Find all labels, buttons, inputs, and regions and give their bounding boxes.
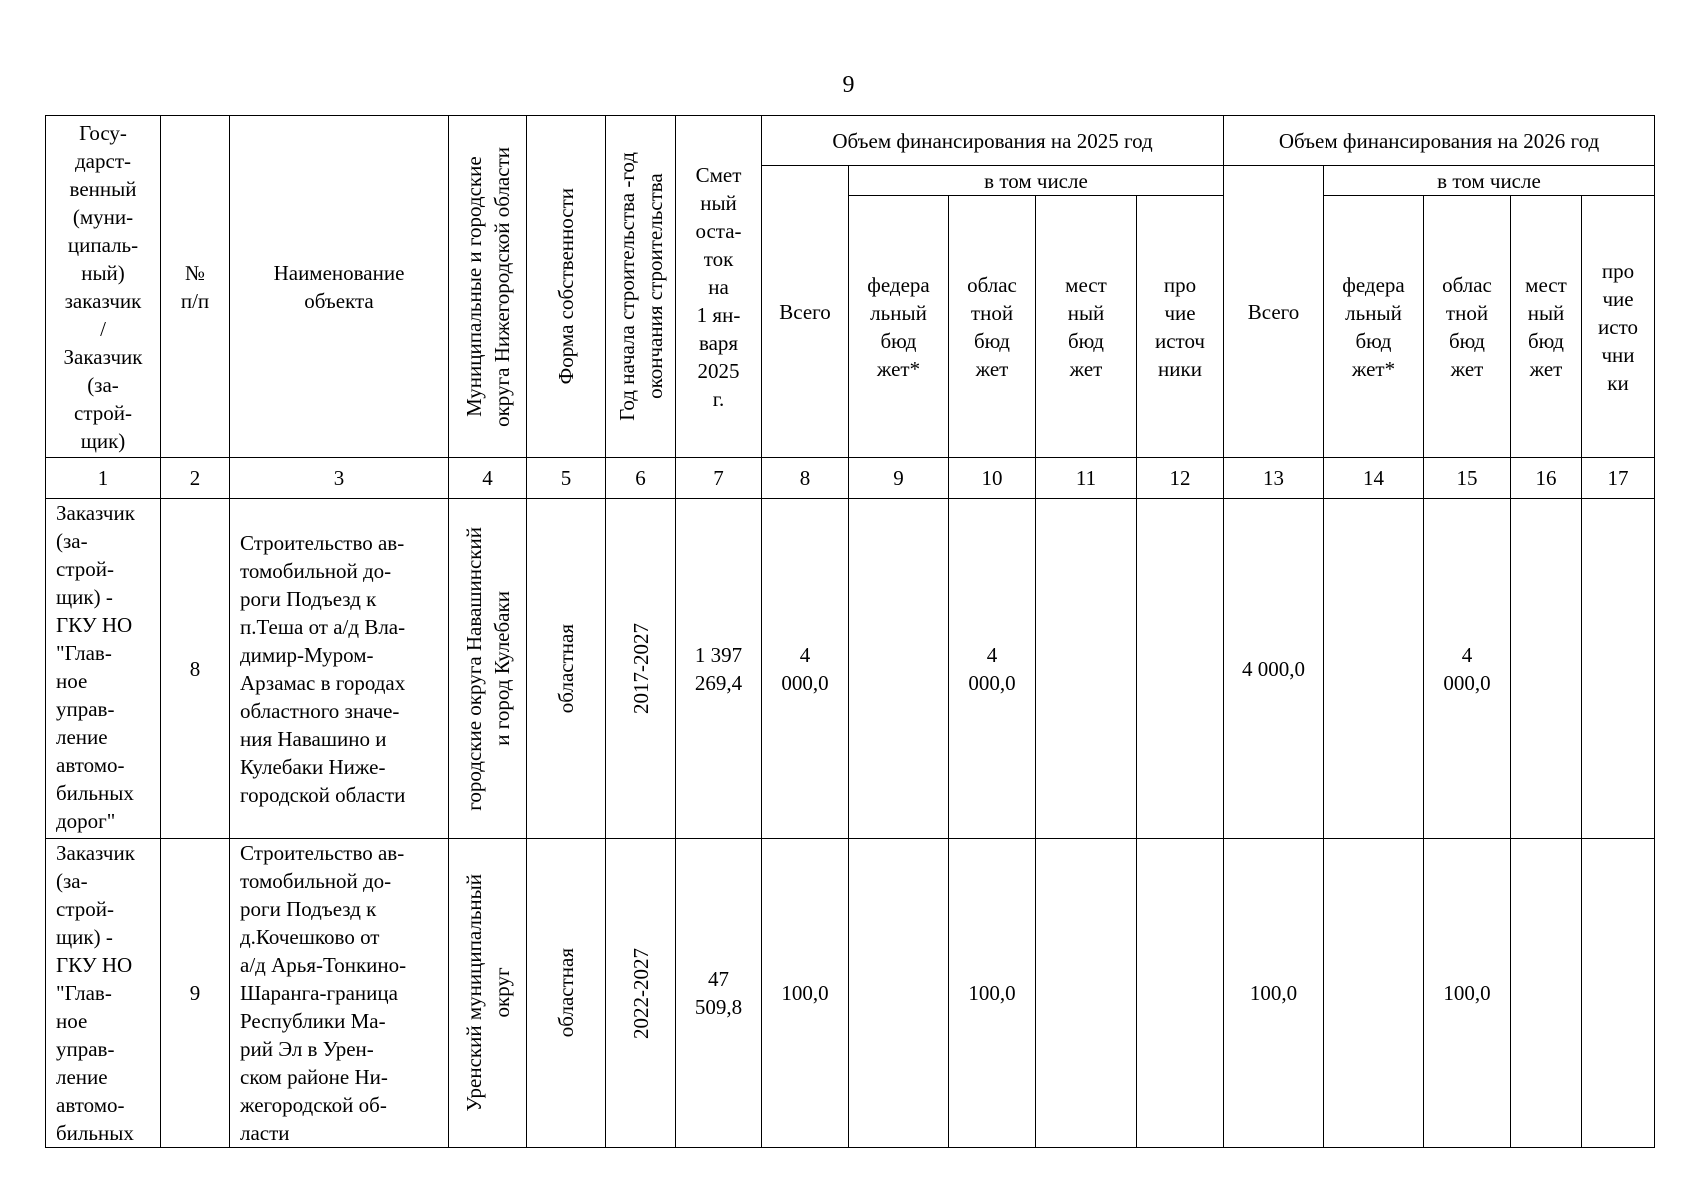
row-num: 9 bbox=[161, 839, 230, 1148]
header-including-2026: в том числе bbox=[1324, 166, 1655, 196]
header-loc-2026: мест ный бюд жет bbox=[1511, 196, 1582, 458]
header-ownership-text: Форма собственности bbox=[554, 188, 578, 385]
row-oth-2025 bbox=[1137, 499, 1224, 839]
row-oth-2025 bbox=[1137, 839, 1224, 1148]
row-municipal bbox=[449, 499, 527, 839]
row-years-text: 2017-2027 bbox=[628, 623, 653, 714]
column-number: 14 bbox=[1324, 458, 1424, 499]
column-number: 10 bbox=[949, 458, 1036, 499]
column-number: 6 bbox=[606, 458, 676, 499]
header-total-2025: Всего bbox=[762, 166, 849, 458]
row-object-name: Строительство ав- томобильной до- роги Подъезд к д.Кочешково от а/д Арья-Тонкино- Шаранга-граница Республики Ма- рий Эл в Урен- ском районе Ни- жегородской об- ласти bbox=[230, 839, 449, 1148]
header-reg-2026: облас тной бюд жет bbox=[1424, 196, 1511, 458]
header-estimate: Смет ный оста- ток на 1 ян- варя 2025 г. bbox=[676, 116, 762, 458]
column-number: 2 bbox=[161, 458, 230, 499]
header-including-2025: в том числе bbox=[849, 166, 1224, 196]
header-object-name: Наименование объекта bbox=[230, 116, 449, 458]
column-number: 7 bbox=[676, 458, 762, 499]
row-estimate: 47 509,8 bbox=[676, 839, 762, 1148]
row-municipal-text: Уренский муниципальный округ bbox=[461, 874, 514, 1112]
row-municipal-text: городские округа Навашинский и город Кулебаки bbox=[461, 526, 514, 811]
row-loc-2025 bbox=[1036, 499, 1137, 839]
row-fed-2026 bbox=[1324, 839, 1424, 1148]
row-reg-2026: 4 000,0 bbox=[1424, 499, 1511, 839]
row-customer: Заказчик (за- строй- щик) - ГКУ НО "Глав- ное управ- ление автомо- бильных дорог" bbox=[46, 499, 161, 839]
row-num: 8 bbox=[161, 499, 230, 839]
table-row bbox=[46, 839, 1655, 1148]
header-years bbox=[606, 116, 676, 458]
column-number: 8 bbox=[762, 458, 849, 499]
header-municipal-text: Муниципальные и городские округа Нижегородской области bbox=[461, 146, 514, 427]
header-municipal bbox=[449, 116, 527, 458]
header-num: № п/п bbox=[161, 116, 230, 458]
column-number: 16 bbox=[1511, 458, 1582, 499]
column-number: 17 bbox=[1582, 458, 1655, 499]
column-number: 11 bbox=[1036, 458, 1137, 499]
row-oth-2026 bbox=[1582, 499, 1655, 839]
row-total-2025: 4 000,0 bbox=[762, 499, 849, 839]
row-fed-2025 bbox=[849, 839, 949, 1148]
column-number: 13 bbox=[1224, 458, 1324, 499]
row-total-2026: 100,0 bbox=[1224, 839, 1324, 1148]
header-fed-2025: федера льный бюд жет* bbox=[849, 196, 949, 458]
row-ownership-text: областная bbox=[554, 623, 578, 714]
header-loc-2025: мест ный бюд жет bbox=[1036, 196, 1137, 458]
row-fed-2025 bbox=[849, 499, 949, 839]
row-years bbox=[606, 499, 676, 839]
row-fed-2026 bbox=[1324, 499, 1424, 839]
column-number: 4 bbox=[449, 458, 527, 499]
table-row bbox=[46, 499, 1655, 839]
column-number: 5 bbox=[527, 458, 606, 499]
row-ownership-text: областная bbox=[554, 948, 578, 1038]
row-reg-2026: 100,0 bbox=[1424, 839, 1511, 1148]
row-ownership bbox=[527, 499, 606, 839]
header-total-2026: Всего bbox=[1224, 166, 1324, 458]
header-fed-2026: федера льный бюд жет* bbox=[1324, 196, 1424, 458]
column-number: 9 bbox=[849, 458, 949, 499]
row-years-text: 2022-2027 bbox=[628, 947, 653, 1039]
row-reg-2025: 100,0 bbox=[949, 839, 1036, 1148]
financing-table bbox=[45, 115, 1655, 1148]
row-reg-2025: 4 000,0 bbox=[949, 499, 1036, 839]
header-oth-2026: про чие исто чни ки bbox=[1582, 196, 1655, 458]
header-years-text: Год начала строительства -год окончания строительства bbox=[614, 152, 667, 421]
row-total-2025: 100,0 bbox=[762, 839, 849, 1148]
row-total-2026: 4 000,0 bbox=[1224, 499, 1324, 839]
header-reg-2025: облас тной бюд жет bbox=[949, 196, 1036, 458]
column-number: 12 bbox=[1137, 458, 1224, 499]
row-loc-2026 bbox=[1511, 839, 1582, 1148]
header-fin-2025: Объем финансирования на 2025 год bbox=[762, 116, 1224, 166]
row-loc-2026 bbox=[1511, 499, 1582, 839]
row-customer: Заказчик (за- строй- щик) - ГКУ НО "Глав- ное управ- ление автомо- бильных bbox=[46, 839, 161, 1148]
row-loc-2025 bbox=[1036, 839, 1137, 1148]
column-number: 3 bbox=[230, 458, 449, 499]
row-oth-2026 bbox=[1582, 839, 1655, 1148]
column-number: 1 bbox=[46, 458, 161, 499]
row-years bbox=[606, 839, 676, 1148]
header-customer: Госу- дарст- венный (муни- ципаль- ный) заказчик / Заказчик (за- строй- щик) bbox=[46, 116, 161, 458]
column-number-row bbox=[46, 458, 1655, 499]
row-municipal bbox=[449, 839, 527, 1148]
row-ownership bbox=[527, 839, 606, 1148]
column-number: 15 bbox=[1424, 458, 1511, 499]
page-number: 9 bbox=[842, 72, 855, 98]
row-estimate: 1 397 269,4 bbox=[676, 499, 762, 839]
header-ownership bbox=[527, 116, 606, 458]
row-object-name: Строительство ав- томобильной до- роги Подъезд к п.Теша от а/д Вла- димир-Муром- Арзамас в городах областного значе- ния Навашино и Кулебаки Ниже- городской области bbox=[230, 499, 449, 839]
header-fin-2026: Объем финансирования на 2026 год bbox=[1224, 116, 1655, 166]
header-oth-2025: про чие источ ники bbox=[1137, 196, 1224, 458]
